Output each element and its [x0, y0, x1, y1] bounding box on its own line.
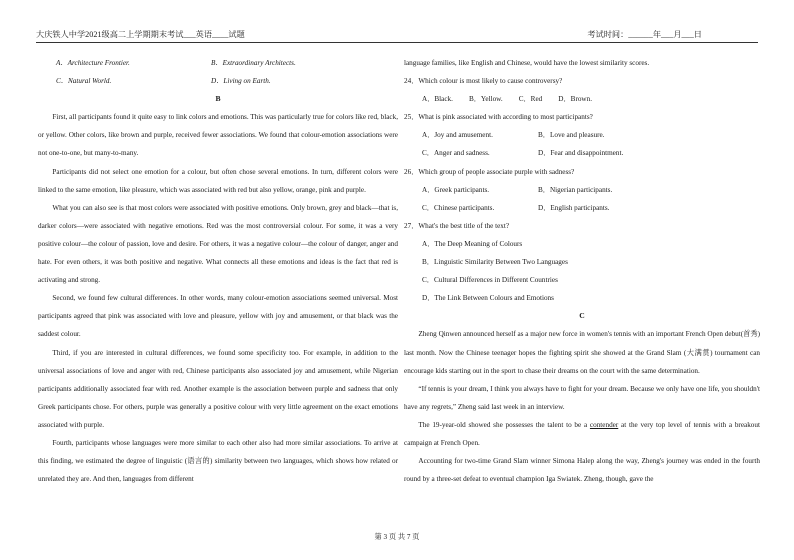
paragraph: Participants did not select one emotion for a colour, but often chose several emotions. In turn, different colors were linked to the same emotion, like pleasure, which was associated with red but also yellow, orange, pink and purple. [38, 167, 398, 194]
paragraph: Third, if you are interested in cultural differences, we found some specificity too. For example, in addition to the universal associations of love and anger with red, Chinese participants also associated joy and amusement, while Nigerian participants additionally associated fear with red. Another example is the association between purple and sadness that only Greek participants chose. For others, purple was generally a positive colour with very little agreement on the exact emotions associated with purple. [38, 348, 398, 429]
exam-title: 大庆铁人中学2021级高二上学期期末考试___英语____试题 [36, 30, 245, 39]
option-d: D．Fear and disappointment. [538, 149, 624, 158]
paragraph: First, all participants found it quite easy to link colors and emotions. This was particularly true for colors like red, black, or yellow. Other colors, like brown and purple, received fewer associations. We found that colour-emotion associations were not one-to-one, but many-to-many. [38, 113, 398, 158]
paragraph-text: The 19-year-old showed she possesses the talent to be a [418, 420, 590, 429]
question-27: 27．What's the best title of the text? [404, 221, 510, 230]
option-b: B．Extraordinary Architects. [211, 59, 296, 67]
page-number: 第 3 页 共 7 页 [374, 533, 420, 541]
option-c: C．Chinese participants. [422, 203, 495, 212]
option-a: A．Architecture Frontier. [56, 59, 130, 67]
option-a: A．The Deep Meaning of Colours [422, 239, 523, 248]
question-26-options [404, 181, 760, 199]
option-a: A．Joy and amusement. [422, 131, 493, 140]
option-c: C．Cultural Differences in Different Countries [422, 276, 558, 285]
paragraph: Accounting for two-time Grand Slam winner Simona Halep along the way, Zheng's journey was ended in the fourth round by a three-set defeat to eventual champion Iga Swiatek. Zheng, though, gave the [404, 457, 760, 484]
option-d: D．The Link Between Colours and Emotions [422, 294, 554, 303]
underlined-word: contender [589, 420, 619, 429]
option-d: D．Living on Earth. [211, 77, 271, 86]
option-b: B．Love and pleasure. [538, 131, 605, 140]
page-header [36, 26, 758, 43]
option-c: C．Anger and sadness. [422, 149, 490, 158]
paragraph [404, 416, 760, 452]
right-column [404, 54, 760, 488]
question-25-options [404, 144, 760, 162]
paragraph-continuation: language families, like English and Chinese, would have the lowest similarity scores. [404, 59, 650, 67]
option-row [38, 54, 398, 72]
option-a: A．Greek participants. [422, 185, 490, 194]
paragraph: What you can also see is that most colors were associated with positive emotions. Only brown, grey and black—that is, darker colors—were associated with negative emotions. Red was the most controversial colour. For some, it was a very positive colour—the colour of passion, love and desire. For others, it was a negative colour—the colour of danger, anger and hate. For even others, it was both positive and negative. What connects all these emotions and ideas is the fact that red is activating and strong. [38, 203, 398, 285]
paragraph: Fourth, participants whose languages were more similar to each other also had more similar associations. To arrive at this finding, we estimated the degree of linguistic (语言的) similarity between two languages, which shows how related or unrelated they are. And then, languages from different [38, 438, 398, 484]
exam-date: 考试时间：______年___月___日 [587, 30, 702, 39]
question-24-options [404, 90, 760, 108]
option-c: C．Red [518, 95, 543, 104]
option-b: B．Nigerian participants. [538, 185, 613, 194]
left-column [38, 54, 398, 488]
option-c: C．Natural World. [56, 77, 112, 86]
question-26: 26．Which group of people associate purple with sadness? [404, 167, 575, 176]
option-a: A．Black. [422, 95, 453, 104]
paragraph: “If tennis is your dream, I think you always have to fight for your dream. Because we only have one life, you shouldn't have any regrets,” Zheng said last week in an interview. [404, 384, 761, 411]
section-heading-c: C [579, 311, 585, 321]
question-25-options [404, 126, 760, 144]
option-d: D．Brown. [558, 95, 593, 104]
option-row [38, 72, 398, 90]
question-26-options [404, 199, 760, 217]
section-heading-b: B [215, 94, 221, 104]
paragraph: Second, we found few cultural differences. In other words, many colour-emotion associations seemed universal. Most participants agreed that pink was associated with love and pleasure, yellow with joy and amusement, or that black was the saddest colour. [38, 294, 398, 339]
question-24: 24．Which colour is most likely to cause controversy? [404, 77, 563, 86]
paragraph: Zheng Qinwen announced herself as a major new force in women's tennis with an important French Open debut(首秀) last month. Now the Chinese teenager hopes the fighting spirit she showed at the Grand Slam (大满贯) tournament can encourage kids starting out in the sport to chase their dreams on the court with the same determination. [404, 330, 760, 375]
paragraph-text: at the very top level of tennis with a breakout campaign at French Open. [404, 420, 760, 447]
option-b: B．Linguistic Similarity Between Two Languages [422, 258, 568, 267]
option-b: B．Yellow. [468, 95, 503, 104]
option-d: D．English participants. [538, 203, 610, 212]
question-25: 25．What is pink associated with according to most participants? [404, 113, 593, 122]
